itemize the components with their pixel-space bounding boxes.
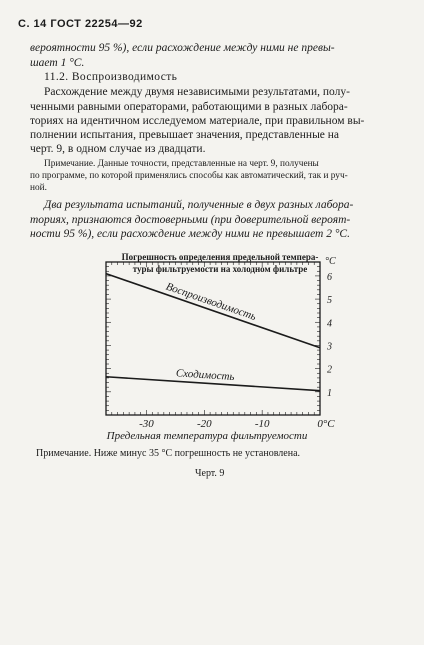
note-line: ной. [30, 183, 47, 193]
x-tick-label: -10 [254, 418, 270, 430]
chart-ticks [106, 256, 336, 442]
note-line: Примечание. Данные точности, представленные на черт. 9, получены [44, 159, 319, 169]
y-tick-label: 1 [327, 387, 332, 399]
y-tick-label: 4 [327, 318, 332, 330]
chart-title-line: туры фильтруемости на холодном фильтре [132, 264, 308, 274]
body-line: ториях на идентичном исследуемом материале, при правильном вы- [30, 115, 365, 127]
x-axis-label: Предельная температура фильтруемости [106, 430, 308, 442]
figure-caption: Черт. 9 [195, 468, 225, 479]
chart-title-line: Погрешность определения предельной темпера- [121, 252, 319, 262]
y-tick-label: 5 [327, 295, 332, 307]
intro-line: шает 1 °С. [30, 57, 85, 69]
italic-line: ности 95 %), если расхождение между ними не превышает 2 °С. [30, 228, 350, 240]
y-tick-label: 2 [327, 364, 332, 376]
intro-line: вероятности 95 %), если расхождение между ними не превы- [30, 42, 335, 54]
italic-line: Два результата испытаний, полученные в двух разных лабора- [44, 199, 354, 211]
note-line: по программе, по которой применялись способы как автоматический, так и руч- [30, 171, 348, 181]
y-axis-unit: °С [325, 256, 336, 267]
italic-line: ториях, признаются достоверными (при доверительной вероят- [30, 214, 351, 226]
chart-series [106, 274, 320, 391]
y-tick-label: 6 [327, 271, 332, 283]
note-bottom: Примечание. Ниже минус 35 °С погрешность не установлена. [36, 448, 301, 459]
x-tick-label: 0°С [317, 418, 335, 430]
body-line: ченными равными операторами, работающими в разных лабора- [30, 101, 348, 113]
series-line [106, 274, 320, 348]
body-line: черт. 9, в одном случае из двадцати. [30, 143, 206, 155]
x-tick-label: -30 [139, 418, 154, 430]
series-label: Воспроизводимость [164, 280, 258, 323]
x-tick-label: -20 [196, 418, 212, 430]
page-header: С. 14 ГОСТ 22254—92 [18, 18, 143, 30]
body-line: Расхождение между двумя независимыми результатами, полу- [44, 86, 350, 98]
series-label: Сходимость [175, 367, 235, 384]
body-line: полнении испытания, превышает значения, представленные на [30, 129, 340, 141]
y-tick-label: 3 [327, 341, 332, 353]
section-heading: 11.2. Воспроизводимость [44, 71, 178, 83]
